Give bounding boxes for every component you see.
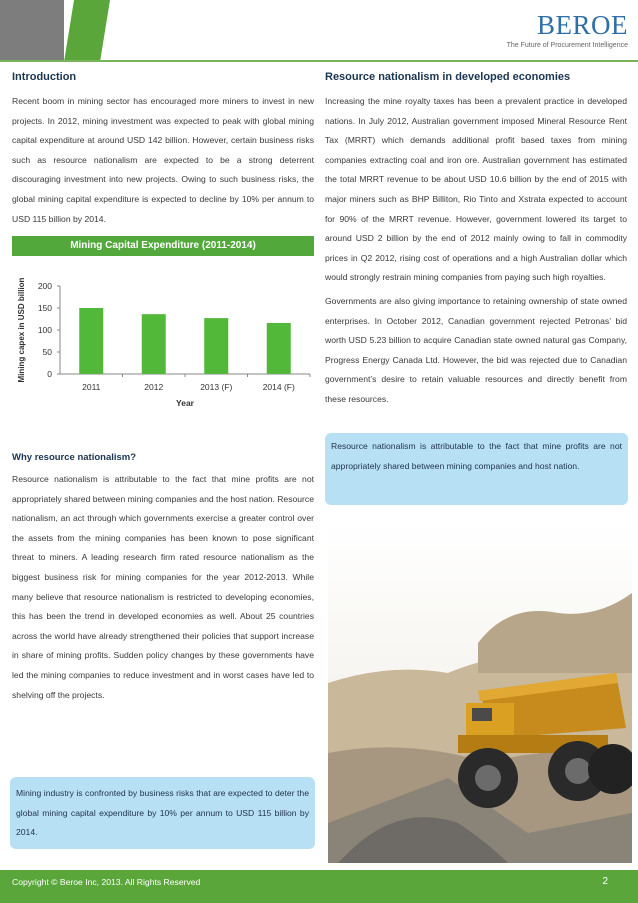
brand-logo (507, 10, 628, 49)
y-tick-label: 150 (37, 303, 52, 313)
footer-bar (0, 870, 638, 903)
bar (79, 308, 103, 374)
x-tick-label: 2012 (144, 382, 164, 392)
chart-title: Mining Capital Expenditure (2011-2014) (12, 236, 314, 256)
bar (267, 323, 291, 374)
y-tick-label: 0 (47, 369, 52, 379)
bar (142, 314, 166, 374)
brand-name: BEROE (536, 10, 628, 40)
capex-bar-chart (12, 260, 317, 440)
bar (204, 318, 228, 374)
right-paragraph-1: Increasing the mine royalty taxes has been a prevalent practice in developed nations. In July 2012, Australian government imposed Mineral Resource Rent Tax (MRRT) which demands additional profit based taxes from mining companies extracting coal and iron ore. Australian government has estimated the total MRRT revenue to be about USD 10.6 billion by the end of 2015 with major miners such as BHP Billiton, Rio Tinto and Xstrata expected to account for 90% of the MRRT revenue. However, government lowered its target to around USD 2 billion by the end of 2012 mainly owing to fall in commodity prices in Q2 2012, rising cost of operations and a high Australian dollar which would strongly restrain mining companies from paying such high royalties. (325, 96, 627, 283)
y-tick-label: 200 (37, 281, 52, 291)
x-tick-label: 2013 (F) (200, 382, 233, 392)
x-tick-label: 2014 (F) (262, 382, 295, 392)
why-heading: Why resource nationalism? (12, 452, 137, 463)
footer-copyright: Copyright © Beroe Inc, 2013. All Rights Reserved (12, 877, 201, 887)
page-number: 2 (602, 876, 608, 887)
brand-tagline: The Future of Procurement Intelligence (506, 42, 628, 49)
y-axis-title: Mining capex in USD billion (17, 277, 26, 383)
x-tick-label: 2011 (82, 382, 101, 392)
intro-paragraph: Recent boom in mining sector has encouraged more miners to invest in new projects. In 2012, mining investment was expected to peak with global mining capital expenditure at around USD 142 billion. However, certain business risks such as resource nationalism are expected to be a strong deterrent discouraging investment into new projects. Owing to such business risks, the global mining capital expenditure is expected to decline by 10% per annum to USD 115 billion by 2014. (12, 96, 314, 224)
x-axis-title: Year (176, 398, 194, 408)
y-tick-label: 50 (42, 347, 52, 357)
mining-truck-image (328, 523, 632, 863)
header-gray-block (0, 0, 64, 62)
header-green-stripe (64, 0, 110, 62)
intro-heading: Introduction (12, 71, 77, 83)
right-callout: Resource nationalism is attributable to the fact that mine profits are not appropriately shared between mining companies and host nation. (325, 433, 628, 505)
y-tick-label: 100 (37, 325, 52, 335)
right-paragraph-2: Governments are also giving importance to retaining ownership of state owned enterprises. In October 2012, Canadian government rejected Petronas’ bid worth USD 5.23 billion to acquire Canadian state owned natural gas Company, Progress Energy Canada Ltd. However, the bid was rejected due to Canadian government’s desire to retain valuable resources and directly benefit from these resources. (325, 296, 627, 404)
header-divider (0, 60, 638, 62)
resource-nationalism-heading: Resource nationalism in developed economies (325, 71, 571, 83)
left-callout: Mining industry is confronted by business risks that are expected to deter the global mining capital expenditure by 10% per annum to USD 115 billion by 2014. (10, 777, 315, 849)
why-paragraph: Resource nationalism is attributable to the fact that mine profits are not appropriately shared between mining companies and the host nation. Resource nationalism, an act through which governments exercise a greater control over the assets from the mining companies has been known to pose significant threat to miners. A leading research firm rated resource nationalism as the biggest business risk for mining companies for the year 2012-2013. While many believe that resource nationalism is restricted to developing economies, this has been the trend in developed economies as well. About 25 countries across the world have already strengthened their policies that support increase in share of mining profits. Sudden policy changes by these governments have led the mining companies to reduce investment and in worst cases have led to shelving off the projects. (12, 474, 314, 700)
